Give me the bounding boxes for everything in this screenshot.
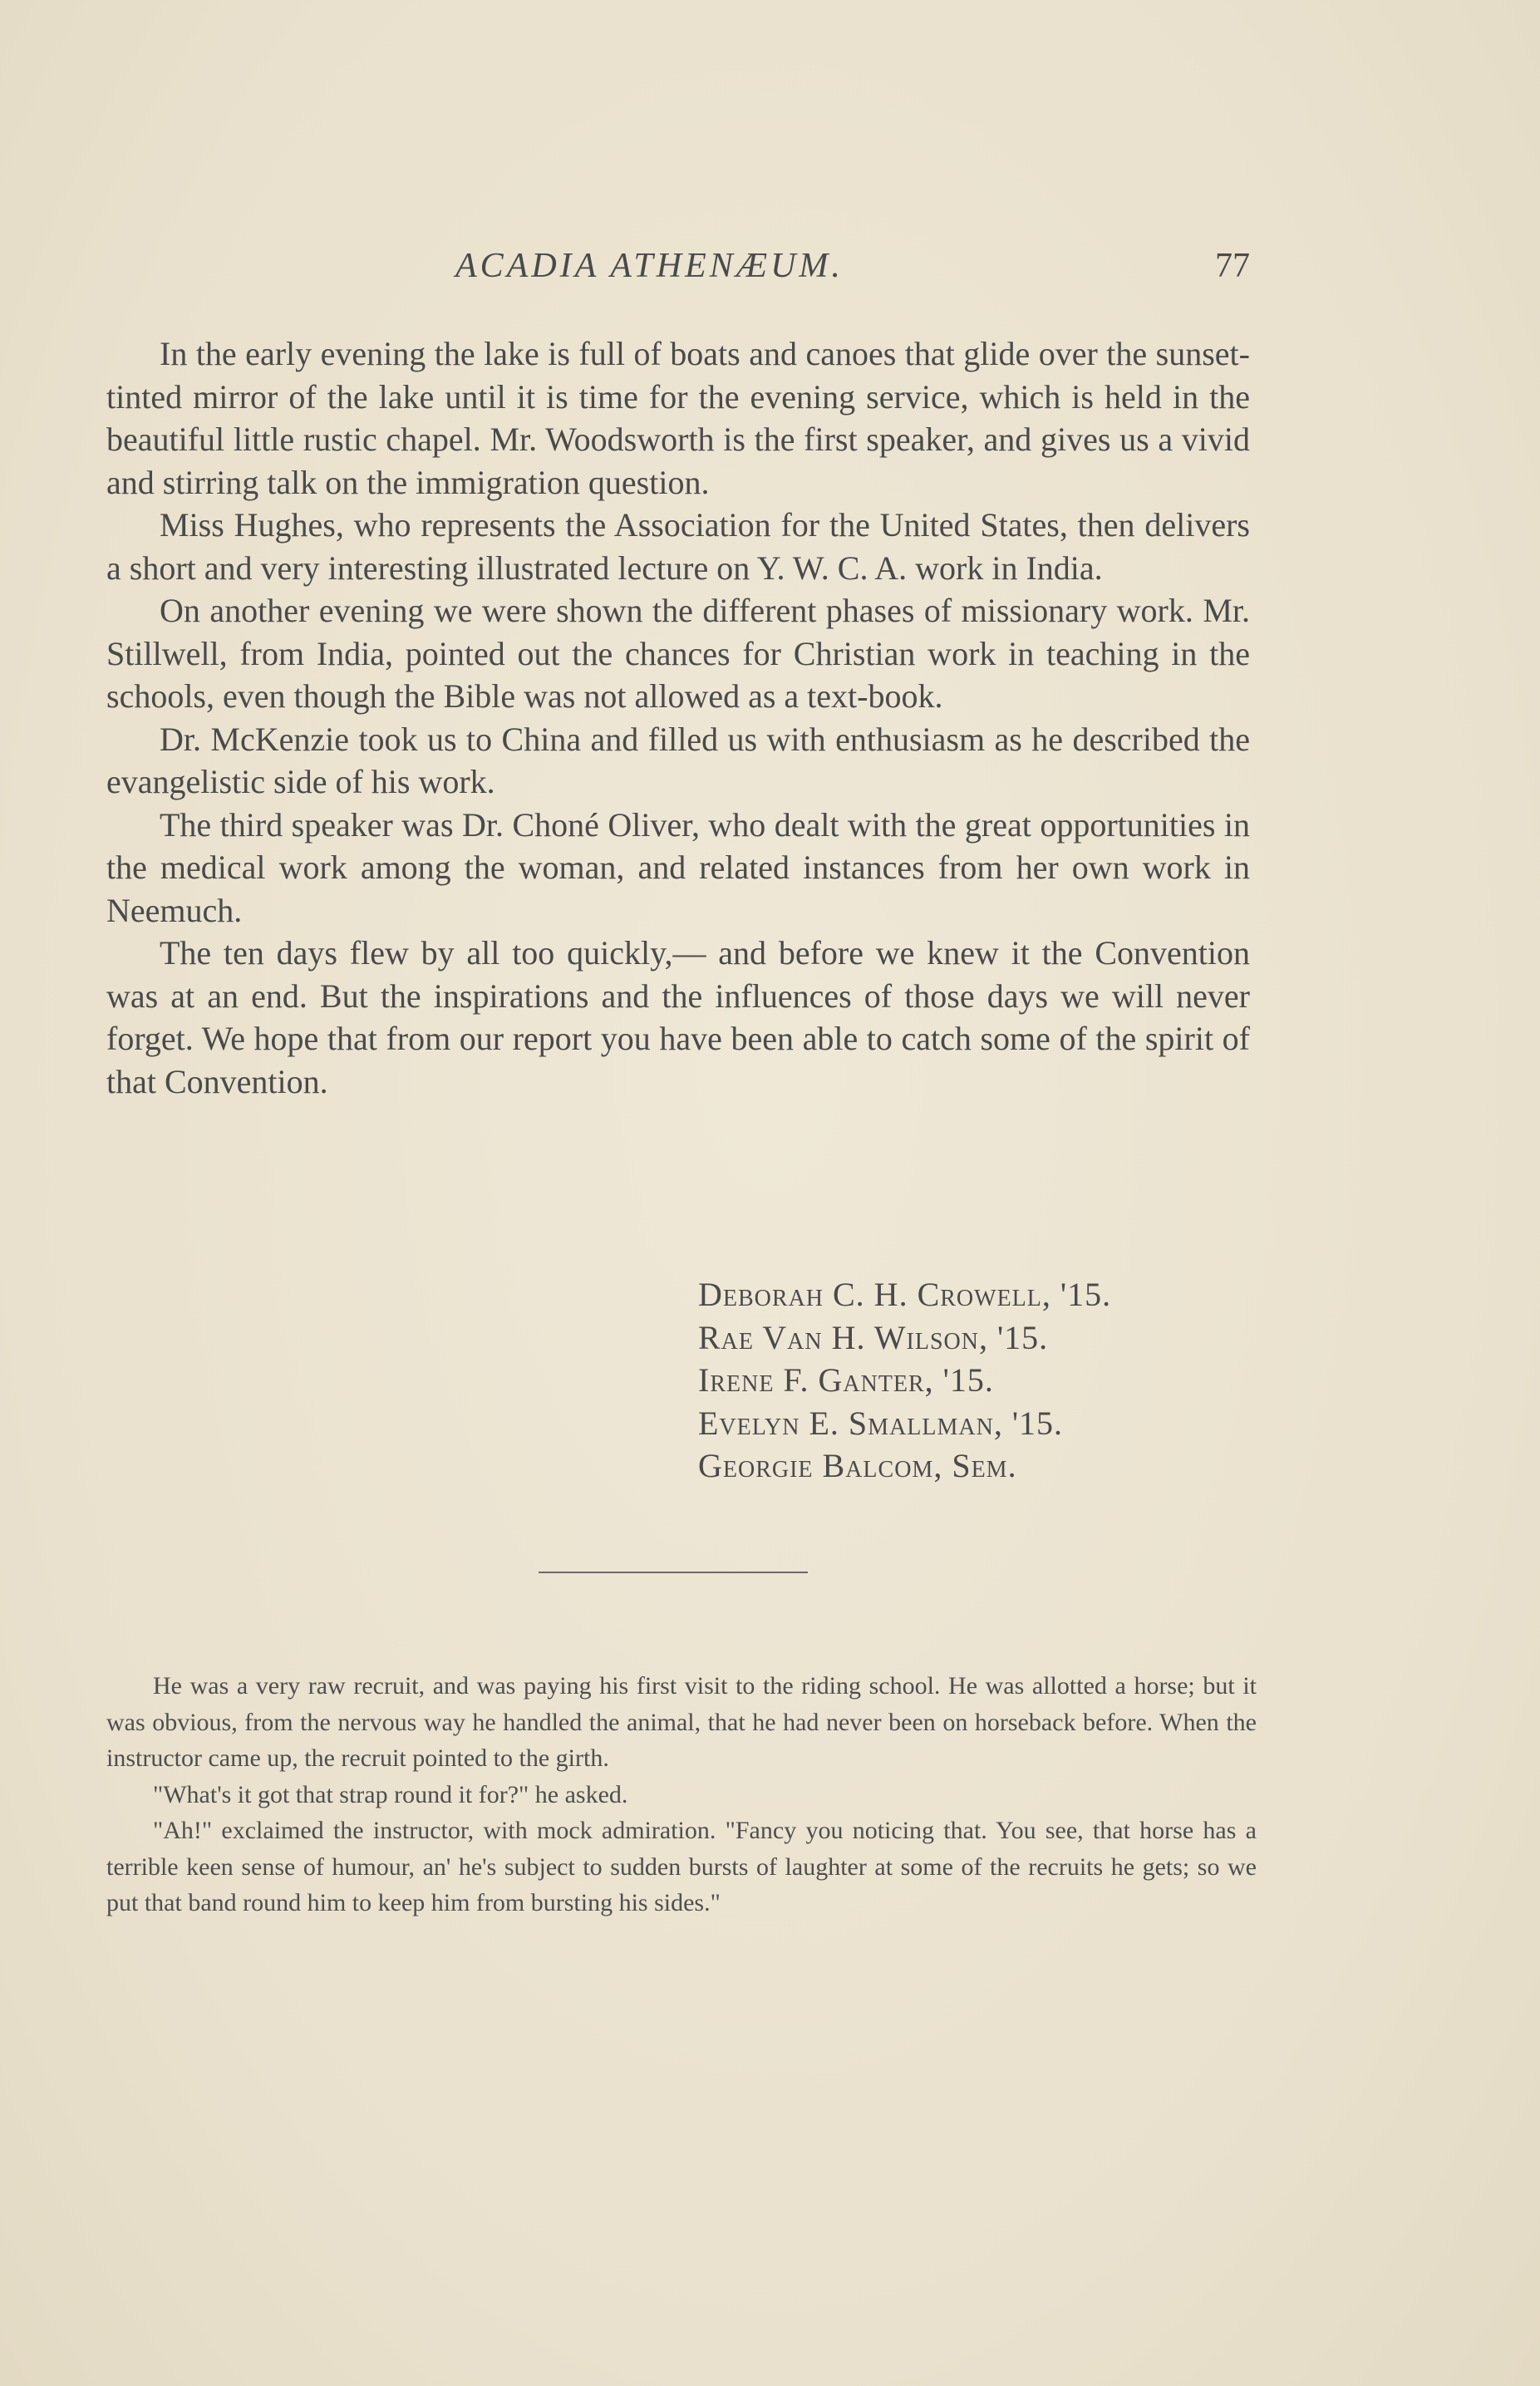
body-paragraph: Dr. McKenzie took us to China and filled us with enthusiasm as he described the evangelistic side of his work.	[106, 720, 1250, 800]
body-paragraph: On another evening we were shown the different phases of missionary work. Mr. Stillwell, from India, pointed out the chances for Christian work in teaching in the schools, even though the Bible was not allowed as a text-book.	[106, 592, 1250, 715]
body-paragraph: Miss Hughes, who represents the Association for the United States, then delivers a short and very interesting illustrated lecture on Y. W. C. A. work in India.	[106, 506, 1250, 587]
signature-line: Irene F. Ganter, '15.	[698, 1361, 994, 1399]
anecdote-paragraph: He was a very raw recruit, and was paying his first visit to the riding school. He was allotted a horse; but it was obvious, from the nervous way he handled the animal, that he had never been on horseback before. When the instructor came up, the recruit pointed to the girth.	[106, 1672, 1257, 1772]
page-number: 77	[1215, 247, 1250, 285]
running-head: ACADIA ATHENÆUM.	[455, 247, 844, 285]
signature-line: Deborah C. H. Crowell, '15.	[698, 1276, 1112, 1313]
section-divider	[539, 1572, 808, 1573]
anecdote-paragraph: "Ah!" exclaimed the instructor, with mock admiration. "Fancy you noticing that. You see, that horse has a terrible keen sense of humour, an' he's subject to sudden bursts of laughter at some of the recruits he gets; so we put that band round him to keep him from bursting his sides."	[106, 1817, 1257, 1916]
anecdote-paragraph: "What's it got that strap round it for?" he asked.	[153, 1780, 628, 1808]
signature-line: Evelyn E. Smallman, '15.	[698, 1404, 1064, 1442]
body-paragraph: The ten days flew by all too quickly,— and before we knew it the Convention was at an end. But the inspirations and the influences of those days we will never forget. We hope that from our report you have been able to catch some of the spirit of that Convention.	[106, 934, 1250, 1100]
signature-line: Georgie Balcom, Sem.	[698, 1447, 1017, 1484]
body-paragraph: The third speaker was Dr. Choné Oliver, who dealt with the great opportunities in the medical work among the woman, and related instances from her own work in Neemuch.	[106, 805, 1250, 929]
signature-block	[698, 1273, 1111, 1488]
anecdote	[106, 1668, 1257, 1921]
article-body	[106, 332, 1250, 1103]
body-paragraph: In the early evening the lake is full of boats and canoes that glide over the sunset-tinted mirror of the lake until it is time for the evening service, which is held in the beautiful little rustic chapel. Mr. Woodsworth is the first speaker, and gives us a vivid and stirring talk on the immigration question.	[106, 335, 1250, 501]
page-header	[106, 246, 1250, 296]
signature-line: Rae Van H. Wilson, '15.	[698, 1318, 1049, 1356]
